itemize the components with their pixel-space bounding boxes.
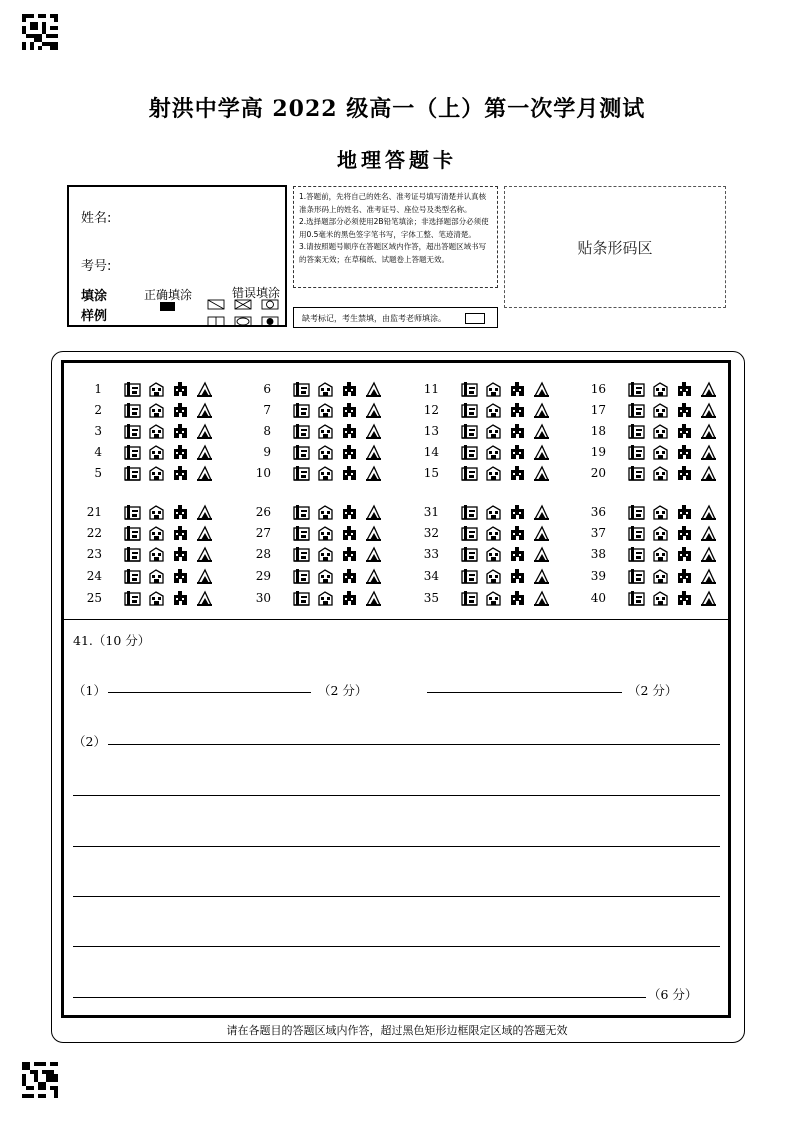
option-b-icon[interactable] [317,546,334,562]
option-c-icon[interactable] [509,590,526,606]
question-number: 22 [86,526,102,540]
option-c-icon[interactable] [676,423,693,439]
option-c-icon[interactable] [341,444,358,460]
option-a-icon[interactable] [461,444,478,460]
option-b-icon[interactable] [317,525,334,541]
q41-part1-blank-b[interactable] [427,692,622,693]
absent-mark-checkbox[interactable] [465,313,485,324]
option-a-icon[interactable] [293,444,310,460]
option-b-icon[interactable] [485,381,502,397]
option-d-icon[interactable] [365,444,382,460]
option-c-icon[interactable] [172,525,189,541]
q41-part2-line[interactable] [108,744,720,745]
question-number: 5 [94,466,102,480]
option-b-icon[interactable] [148,402,165,418]
student-info-box [67,185,287,327]
exam-number-label: 考号: [81,259,112,274]
option-a-icon[interactable] [461,402,478,418]
q41-part2-label: （2） [73,734,106,749]
option-b-icon[interactable] [652,504,669,520]
q41-part2-line[interactable] [73,946,720,947]
option-a-icon[interactable] [628,546,645,562]
fill-example-label-2: 样例 [81,309,108,324]
option-b-icon[interactable] [148,465,165,481]
option-c-icon[interactable] [172,402,189,418]
option-c-icon[interactable] [172,590,189,606]
option-a-icon[interactable] [293,568,310,584]
option-c-icon[interactable] [676,381,693,397]
option-b-icon[interactable] [485,568,502,584]
option-a-icon[interactable] [124,423,141,439]
option-b-icon[interactable] [485,465,502,481]
option-a-icon[interactable] [124,444,141,460]
option-c-icon[interactable] [172,504,189,520]
q41-part2-line[interactable] [73,846,720,847]
option-a-icon[interactable] [124,525,141,541]
option-a-icon[interactable] [124,381,141,397]
fill-example-label-1: 填涂 [81,289,108,304]
option-d-icon[interactable] [196,568,213,584]
question-number: 31 [423,505,439,519]
option-d-icon[interactable] [533,402,550,418]
option-a-icon[interactable] [461,381,478,397]
option-a-icon[interactable] [124,504,141,520]
question-number: 18 [590,424,606,438]
option-c-icon[interactable] [341,423,358,439]
option-c-icon[interactable] [172,444,189,460]
option-b-icon[interactable] [317,381,334,397]
option-b-icon[interactable] [148,525,165,541]
question-number: 15 [423,466,439,480]
question-number: 6 [263,382,271,396]
page-subtitle: 地理答题卡 [337,148,457,172]
option-a-icon[interactable] [124,546,141,562]
option-d-icon[interactable] [700,504,717,520]
option-d-icon[interactable] [365,465,382,481]
option-a-icon[interactable] [293,423,310,439]
option-b-icon[interactable] [485,546,502,562]
option-c-icon[interactable] [509,423,526,439]
question-number: 28 [255,547,271,561]
question-number: 34 [423,569,439,583]
option-b-icon[interactable] [317,568,334,584]
option-b-icon[interactable] [652,525,669,541]
option-c-icon[interactable] [676,444,693,460]
option-c-icon[interactable] [676,568,693,584]
option-a-icon[interactable] [124,568,141,584]
option-a-icon[interactable] [293,402,310,418]
option-b-icon[interactable] [652,381,669,397]
barcode-area [504,186,726,308]
option-c-icon[interactable] [172,546,189,562]
question-number: 19 [590,445,606,459]
option-b-icon[interactable] [317,444,334,460]
question-number: 3 [94,424,102,438]
option-c-icon[interactable] [172,381,189,397]
option-d-icon[interactable] [365,381,382,397]
option-a-icon[interactable] [293,546,310,562]
instructions-box [293,186,498,288]
question-number: 37 [590,526,606,540]
q41-part1-score-a: （2 分） [318,683,368,698]
option-b-icon[interactable] [148,504,165,520]
option-d-icon[interactable] [196,465,213,481]
option-b-icon[interactable] [148,590,165,606]
option-c-icon[interactable] [509,444,526,460]
option-a-icon[interactable] [124,590,141,606]
question-number: 40 [590,591,606,605]
question-number: 13 [423,424,439,438]
option-a-icon[interactable] [628,423,645,439]
option-c-icon[interactable] [172,423,189,439]
option-c-icon[interactable] [509,568,526,584]
question-number: 4 [94,445,102,459]
option-d-icon[interactable] [365,568,382,584]
option-c-icon[interactable] [509,381,526,397]
option-a-icon[interactable] [461,590,478,606]
option-d-icon[interactable] [533,444,550,460]
option-c-icon[interactable] [341,590,358,606]
option-d-icon[interactable] [700,423,717,439]
question-number: 27 [255,526,271,540]
option-d-icon[interactable] [365,423,382,439]
q41-part1-blank-a[interactable] [108,692,311,693]
option-d-icon[interactable] [700,546,717,562]
question-number: 36 [590,505,606,519]
q41-part1-label: （1） [73,683,106,698]
option-d-icon[interactable] [700,590,717,606]
option-b-icon[interactable] [485,525,502,541]
question-number: 39 [590,569,606,583]
option-a-icon[interactable] [628,590,645,606]
question-number: 14 [423,445,439,459]
option-d-icon[interactable] [365,525,382,541]
question-number: 35 [423,591,439,605]
option-c-icon[interactable] [676,590,693,606]
question-number: 25 [86,591,102,605]
option-a-icon[interactable] [461,525,478,541]
absent-mark-text: 缺考标记，考生禁填，由监考老师填涂。 [302,314,446,323]
page-title: 射洪中学高 2022 级高一（上）第一次学月测试 [148,96,646,122]
option-d-icon[interactable] [196,381,213,397]
option-b-icon[interactable] [317,465,334,481]
option-a-icon[interactable] [461,423,478,439]
option-d-icon[interactable] [196,525,213,541]
option-b-icon[interactable] [485,423,502,439]
option-c-icon[interactable] [341,546,358,562]
option-a-icon[interactable] [628,402,645,418]
option-c-icon[interactable] [676,504,693,520]
option-d-icon[interactable] [365,590,382,606]
question-number: 8 [263,424,271,438]
option-c-icon[interactable] [676,546,693,562]
q41-part1-score-b: （2 分） [628,683,678,698]
option-b-icon[interactable] [317,590,334,606]
option-b-icon[interactable] [148,546,165,562]
question-number: 11 [423,382,439,396]
option-a-icon[interactable] [293,504,310,520]
option-c-icon[interactable] [676,465,693,481]
option-d-icon[interactable] [533,381,550,397]
q41-part2-score: （6 分） [648,987,698,1002]
option-a-icon[interactable] [293,525,310,541]
qr-code-bottom [22,1062,58,1098]
question-number: 16 [590,382,606,396]
option-c-icon[interactable] [509,402,526,418]
option-b-icon[interactable] [317,423,334,439]
q41-part2-line[interactable] [73,997,646,998]
option-c-icon[interactable] [341,402,358,418]
option-b-icon[interactable] [485,504,502,520]
option-b-icon[interactable] [148,568,165,584]
instruction-item: 3.请按照题号顺序在答题区域内作答，超出答题区域书写的答案无效；在草稿纸、试题卷上答题无效。 [299,242,487,264]
footer-note: 请在各题目的答题区域内作答，超过黑色矩形边框限定区域的答题无效 [226,1024,568,1037]
option-d-icon[interactable] [365,504,382,520]
option-d-icon[interactable] [700,568,717,584]
option-a-icon[interactable] [124,402,141,418]
qr-code-top [22,14,58,50]
option-a-icon[interactable] [461,504,478,520]
correct-fill-label: 正确填涂 [144,288,193,302]
option-c-icon[interactable] [341,504,358,520]
question-number: 32 [423,526,439,540]
option-a-icon[interactable] [628,381,645,397]
instruction-item: 1.答题前，先将自己的姓名、准考证号填写清楚并认真核准条形码上的姓名、准考证号、座位号及类型名称。 [299,192,487,214]
option-d-icon[interactable] [196,590,213,606]
option-c-icon[interactable] [676,402,693,418]
question-number: 7 [263,403,271,417]
question-number: 29 [255,569,271,583]
option-a-icon[interactable] [461,568,478,584]
option-d-icon[interactable] [533,568,550,584]
option-a-icon[interactable] [124,465,141,481]
option-b-icon[interactable] [148,423,165,439]
question-number: 38 [590,547,606,561]
wrong-fill-samples-icon [207,298,283,328]
correct-fill-sample [160,302,175,311]
option-c-icon[interactable] [341,525,358,541]
option-b-icon[interactable] [652,465,669,481]
question-number: 30 [255,591,271,605]
option-d-icon[interactable] [196,423,213,439]
option-d-icon[interactable] [533,525,550,541]
wrong-fill-label: 错误填涂 [232,286,281,300]
option-d-icon[interactable] [700,402,717,418]
option-c-icon[interactable] [341,568,358,584]
option-d-icon[interactable] [533,590,550,606]
name-label: 姓名: [81,211,112,226]
question-number: 1 [94,382,102,396]
question-number: 20 [590,466,606,480]
barcode-label: 贴条形码区 [577,238,653,257]
question-number: 21 [86,505,102,519]
option-a-icon[interactable] [293,465,310,481]
option-b-icon[interactable] [317,504,334,520]
question-number: 12 [423,403,439,417]
option-d-icon[interactable] [533,465,550,481]
option-a-icon[interactable] [628,568,645,584]
question-number: 9 [263,445,271,459]
instruction-item: 2.选择题部分必须使用2B铅笔填涂；非选择题部分必须使用0.5毫米的黑色签字笔书写，字体工整、笔迹清楚。 [299,217,489,239]
option-a-icon[interactable] [461,546,478,562]
option-c-icon[interactable] [341,465,358,481]
question-number: 10 [255,466,271,480]
option-c-icon[interactable] [172,568,189,584]
option-d-icon[interactable] [700,381,717,397]
question-number: 2 [94,403,102,417]
option-a-icon[interactable] [293,381,310,397]
option-a-icon[interactable] [461,465,478,481]
option-b-icon[interactable] [485,444,502,460]
option-a-icon[interactable] [628,465,645,481]
option-d-icon[interactable] [196,444,213,460]
question-number: 33 [423,547,439,561]
absent-mark-box [293,307,498,328]
q41-part2-line[interactable] [73,896,720,897]
option-b-icon[interactable] [652,402,669,418]
option-a-icon[interactable] [628,504,645,520]
question-number: 26 [255,505,271,519]
option-c-icon[interactable] [676,525,693,541]
option-d-icon[interactable] [365,402,382,418]
option-a-icon[interactable] [628,444,645,460]
option-d-icon[interactable] [700,525,717,541]
option-c-icon[interactable] [509,465,526,481]
option-d-icon[interactable] [533,423,550,439]
option-d-icon[interactable] [365,546,382,562]
question-number: 17 [590,403,606,417]
option-c-icon[interactable] [341,381,358,397]
option-b-icon[interactable] [485,590,502,606]
option-b-icon[interactable] [148,444,165,460]
option-c-icon[interactable] [509,525,526,541]
q41-part2-line[interactable] [73,795,720,796]
option-d-icon[interactable] [533,504,550,520]
option-c-icon[interactable] [509,546,526,562]
option-c-icon[interactable] [509,504,526,520]
option-b-icon[interactable] [652,546,669,562]
option-b-icon[interactable] [652,568,669,584]
option-b-icon[interactable] [652,444,669,460]
option-d-icon[interactable] [533,546,550,562]
option-d-icon[interactable] [700,465,717,481]
option-a-icon[interactable] [628,525,645,541]
option-b-icon[interactable] [652,590,669,606]
option-d-icon[interactable] [700,444,717,460]
option-d-icon[interactable] [196,402,213,418]
option-a-icon[interactable] [293,590,310,606]
option-d-icon[interactable] [196,546,213,562]
option-d-icon[interactable] [196,504,213,520]
question-number: 23 [86,547,102,561]
q41-header: 41.（10 分） [73,633,151,648]
option-b-icon[interactable] [485,402,502,418]
question-number: 24 [86,569,102,583]
option-c-icon[interactable] [172,465,189,481]
option-b-icon[interactable] [317,402,334,418]
option-b-icon[interactable] [148,381,165,397]
option-b-icon[interactable] [652,423,669,439]
